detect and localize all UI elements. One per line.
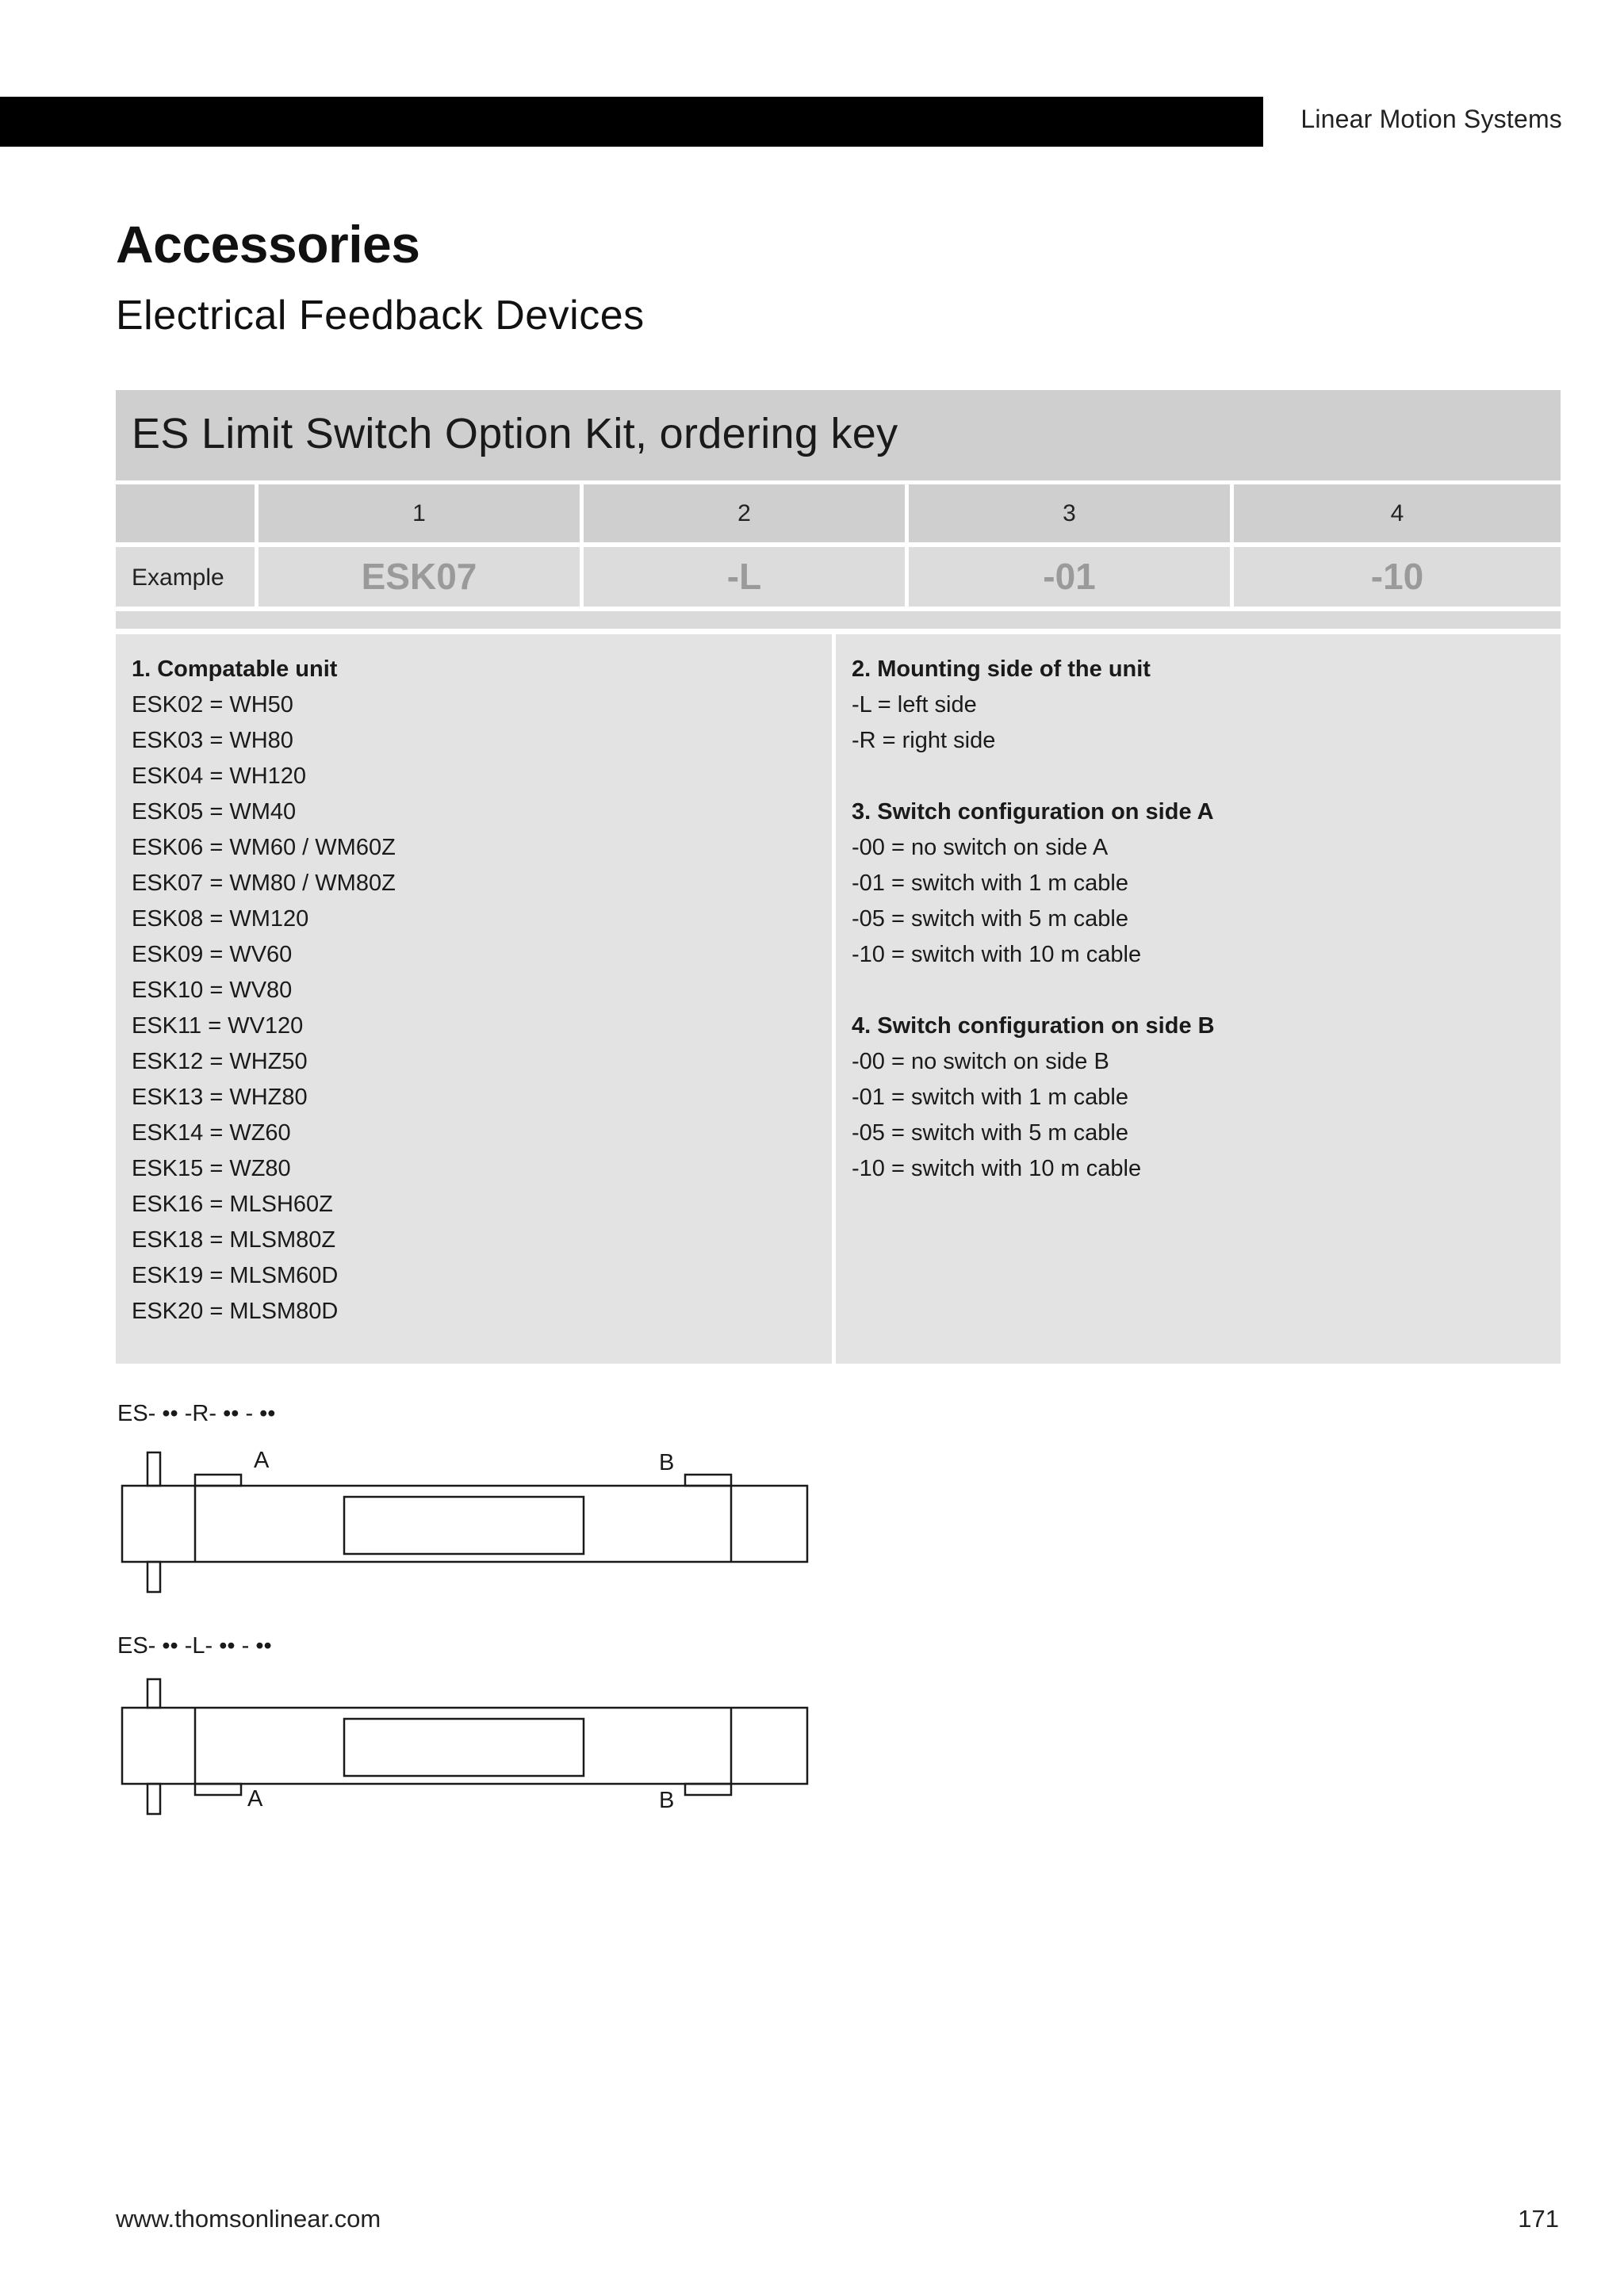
switch-b-item: -00 = no switch on side B xyxy=(852,1049,1109,1074)
spacer xyxy=(852,759,1545,794)
column-header-blank xyxy=(116,484,259,542)
ordering-key-header xyxy=(116,390,1561,480)
switch-b-heading: 4. Switch configuration on side B xyxy=(852,1013,1215,1039)
shaft-top xyxy=(147,1679,160,1708)
switch-a-item: -10 = switch with 10 m cable xyxy=(852,942,1142,967)
compatible-unit-item: ESK05 = WM40 xyxy=(132,799,297,825)
example-label-cell xyxy=(116,547,259,607)
example-value-1: ESK07 xyxy=(259,547,584,607)
configuration-column xyxy=(836,634,1561,1364)
spacer xyxy=(852,973,1545,1008)
ordering-key-example-row xyxy=(116,547,1561,607)
diagram-right-label-b: B xyxy=(659,1450,675,1475)
shaft-bottom xyxy=(147,1562,160,1592)
switch-a-heading: 3. Switch configuration on side A xyxy=(852,799,1214,825)
shaft-top xyxy=(147,1452,160,1486)
carriage-window xyxy=(344,1719,584,1776)
column-header-4: 4 xyxy=(1234,484,1561,542)
column-header-1: 1 xyxy=(259,484,584,542)
switch-b-block xyxy=(685,1784,731,1795)
ordering-key-title: ES Limit Switch Option Kit, ordering key xyxy=(132,410,898,457)
diagram-left-label-a: A xyxy=(247,1786,263,1812)
example-value-3: -01 xyxy=(909,547,1234,607)
compatible-unit-item: ESK13 = WHZ80 xyxy=(132,1085,308,1110)
header-bar xyxy=(0,97,1263,147)
page-subtitle: Electrical Feedback Devices xyxy=(116,293,645,339)
switch-a-item: -01 = switch with 1 m cable xyxy=(852,871,1128,896)
compatible-unit-item: ESK12 = WHZ50 xyxy=(132,1049,308,1074)
diagram-left-code: ES- •• -L- •• - •• xyxy=(117,1633,272,1659)
diagram-right-mount xyxy=(116,1443,814,1601)
diagram-left-mount xyxy=(116,1665,814,1823)
table-separator xyxy=(116,611,1561,629)
diagram-right-code: ES- •• -R- •• - •• xyxy=(117,1401,276,1426)
footer-url[interactable]: www.thomsonlinear.com xyxy=(116,2205,381,2233)
mounting-side-heading: 2. Mounting side of the unit xyxy=(852,656,1151,682)
compatible-unit-item: ESK20 = MLSM80D xyxy=(132,1299,339,1324)
example-value-2: -L xyxy=(584,547,909,607)
shaft-bottom xyxy=(147,1784,160,1814)
mounting-side-item: -L = left side xyxy=(852,692,977,718)
switch-b-item: -10 = switch with 10 m cable xyxy=(852,1156,1142,1181)
compatible-unit-item: ESK15 = WZ80 xyxy=(132,1156,291,1181)
compatible-unit-item: ESK14 = WZ60 xyxy=(132,1120,291,1146)
example-value-4: -10 xyxy=(1234,547,1561,607)
compatible-unit-item: ESK09 = WV60 xyxy=(132,942,293,967)
compatible-unit-item: ESK16 = MLSH60Z xyxy=(132,1192,333,1217)
compatible-unit-item: ESK19 = MLSM60D xyxy=(132,1263,339,1288)
column-header-3: 3 xyxy=(909,484,1234,542)
switch-a-item: -05 = switch with 5 m cable xyxy=(852,906,1128,932)
compatible-unit-item: ESK07 = WM80 / WM80Z xyxy=(132,871,396,896)
compatible-unit-item: ESK18 = MLSM80Z xyxy=(132,1227,336,1253)
ordering-key-column-row xyxy=(116,484,1561,542)
brand-label: Linear Motion Systems xyxy=(1300,105,1562,133)
compatible-unit-item: ESK04 = WH120 xyxy=(132,763,307,789)
diagram-left-label-b: B xyxy=(659,1788,675,1813)
page-number: 171 xyxy=(1518,2205,1559,2233)
page-title: Accessories xyxy=(116,215,420,274)
switch-b-block xyxy=(685,1475,731,1486)
carriage-window xyxy=(344,1497,584,1554)
compatible-unit-item: ESK03 = WH80 xyxy=(132,728,293,753)
diagram-right-label-a: A xyxy=(254,1448,270,1473)
compatible-unit-heading: 1. Compatable unit xyxy=(132,656,338,682)
switch-b-item: -01 = switch with 1 m cable xyxy=(852,1085,1128,1110)
mounting-side-item: -R = right side xyxy=(852,728,996,753)
switch-a-block xyxy=(195,1475,241,1486)
compatible-unit-column xyxy=(116,634,836,1364)
compatible-unit-item: ESK02 = WH50 xyxy=(132,692,293,718)
column-header-2: 2 xyxy=(584,484,909,542)
switch-a-block xyxy=(195,1784,241,1795)
compatible-unit-item: ESK08 = WM120 xyxy=(132,906,309,932)
compatible-unit-item: ESK06 = WM60 / WM60Z xyxy=(132,835,396,860)
switch-b-item: -05 = switch with 5 m cable xyxy=(852,1120,1128,1146)
compatible-unit-item: ESK11 = WV120 xyxy=(132,1013,304,1039)
ordering-key-details xyxy=(116,634,1561,1364)
compatible-unit-item: ESK10 = WV80 xyxy=(132,978,293,1003)
example-label: Example xyxy=(132,564,224,591)
switch-a-item: -00 = no switch on side A xyxy=(852,835,1109,860)
